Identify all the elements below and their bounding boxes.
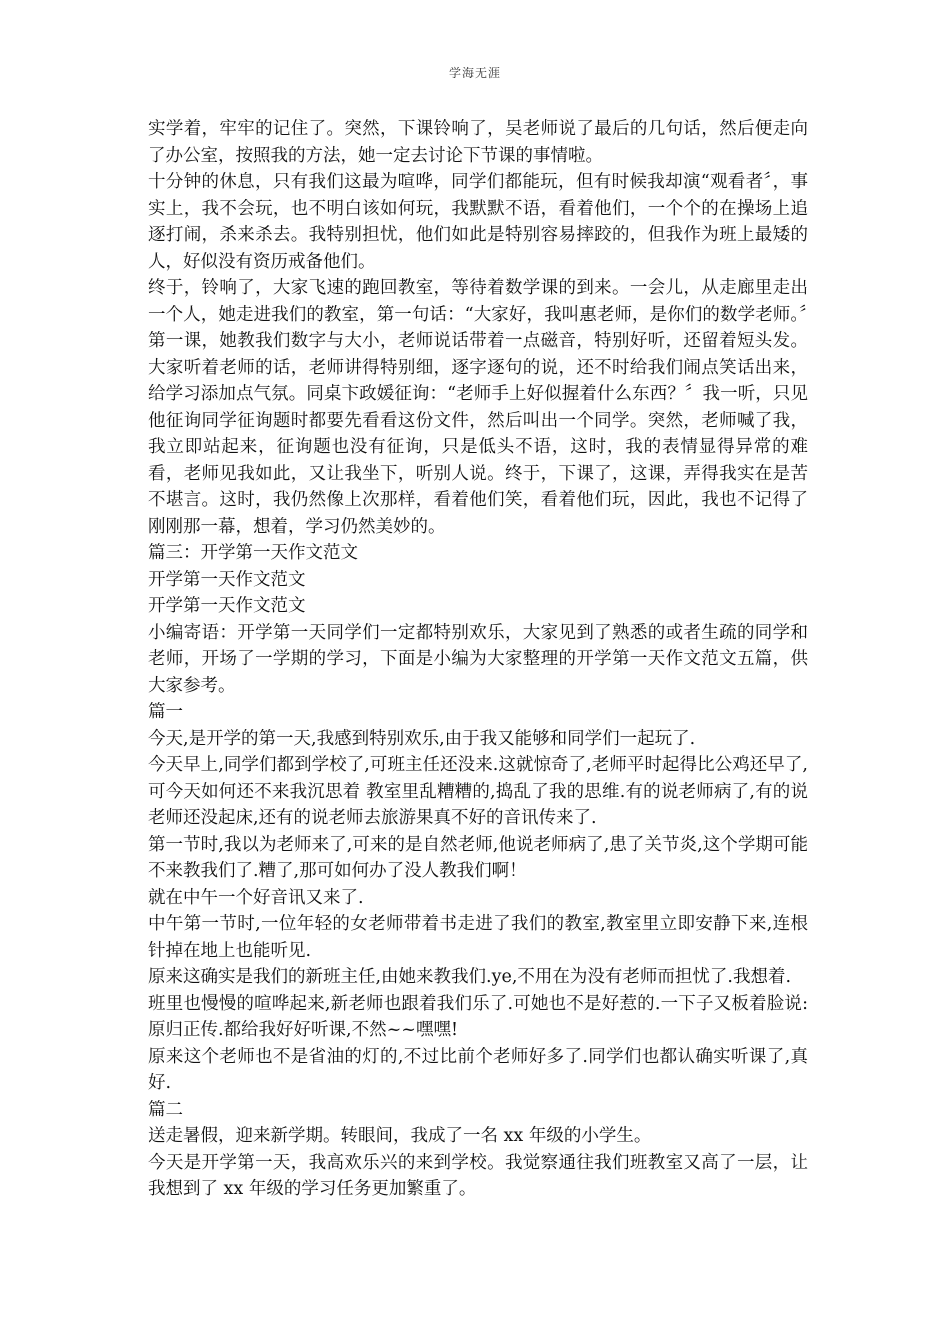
section-heading: 篇三：开学第一天作文范文 <box>148 543 358 563</box>
paragraph: 原来这个老师也不是省油的灯的,不过比前个老师好多了.同学们也都认确实听课了,真好. <box>148 1046 808 1093</box>
paragraph: 原来这确实是我们的新班主任,由她来教我们.ye,不用在为没有老师而担忧了.我想着. <box>148 967 792 987</box>
paragraph: 今天,是开学的第一天,我感到特别欢乐,由于我又能够和同学们一起玩了. <box>148 728 696 749</box>
paragraph: 班里也慢慢的喧哗起来,新老师也跟着我们乐了.可她也不是好惹的.一下子又板着脸说:原归正传.都给我好好听课,不然~~嘿嘿! <box>148 993 808 1040</box>
paragraph: 实学着，牢牢的记住了。突然，下课铃响了，吴老师说了最后的几句话，然后便走向了办公室，按照我的方法，她一定去讨论下节课的事情啦。 <box>148 119 808 166</box>
paragraph: 就在中午一个好音讯又来了. <box>148 887 364 908</box>
article-title: 开学第一天作文范文 <box>148 596 306 616</box>
paragraph: 今天早上,同学们都到学校了,可班主任还没来.这就惊奇了,老师平时起得比公鸡还早了,可今天如何还不来我沉思着 教室里乱糟糟的,捣乱了我的思维.有的说老师病了,有的说老师还没起床,还有的说老师去旅游果真不好的音讯传来了. <box>148 755 808 828</box>
article-title: 开学第一天作文范文 <box>148 569 306 590</box>
editor-note: 小编寄语：开学第一天同学们一定都特别欢乐，大家见到了熟悉的或者生疏的同学和老师，开场了一学期的学习，下面是小编为大家整理的开学第一天作文范文五篇，供大家参考。 <box>148 622 808 696</box>
paragraph: 今天是开学第一天，我高欢乐兴的来到学校。我觉察通往我们班教室又高了一层，让我想到了 xx 年级的学习任务更加繁重了。 <box>148 1152 808 1199</box>
page-header: 学海无涯 <box>448 66 501 80</box>
paragraph: 第一节时,我以为老师来了,可来的是自然老师,他说老师病了,患了关节炎,这个学期可能不来教我们了.糟了,那可如何办了没人教我们啊！ <box>148 834 808 881</box>
paragraph: 终于，铃响了，大家飞速的跑回教室，等待着数学课的到来。一会儿，从走廊里走出一个人，她走进我们的教室，第一句话：“大家好，我叫惠老师，是你们的数学老师。〞第一课，她教我们数字与大小，老师说话带着一点磁音，特别好听，还留着短头发。大家听着老师的话，老师讲得特别细，逐字逐句的说，还不时给我们闹点笑话出来，给学习添加点气氛。同桌卞政媛征询：“老师手上好似握着什么东西？〞我一听，只见他征询同学征询题时都要先看看这份文件，然后叫出一个同学。突然，老师喊了我，我立即站起来，征询题也没有征询，只是低头不语，这时，我的表情显得异常的难看，老师见我如此，又让我坐下，听别人说。终于，下课了，这课，弄得我实在是苦不堪言。这时，我仍然像上次那样，看着他们笑，看着他们玩，因此，我也不记得了刚刚那一幕，想着，学习仍然美妙的。 <box>148 278 808 537</box>
paragraph: 中午第一节时,一位年轻的女老师带着书走进了我们的教室,教室里立即安静下来,连根针掉在地上也能听见. <box>148 914 808 961</box>
document-body <box>148 116 808 1203</box>
paragraph: 十分钟的休息，只有我们这最为喧哗，同学们都能玩，但有时候我却演“观看者〞，事实上，我不会玩，也不明白该如何玩，我默默不语，看着他们，一个个的在操场上追逐打闹，杀来杀去。我特别担忧，他们如此是特别容易摔跤的，但我作为班上最矮的人，好似没有资历戒备他们。 <box>148 172 808 272</box>
section-heading: 篇一 <box>148 702 183 722</box>
paragraph: 送走暑假，迎来新学期。转眼间，我成了一名 xx 年级的小学生。 <box>148 1126 652 1146</box>
section-heading: 篇二 <box>148 1099 183 1120</box>
